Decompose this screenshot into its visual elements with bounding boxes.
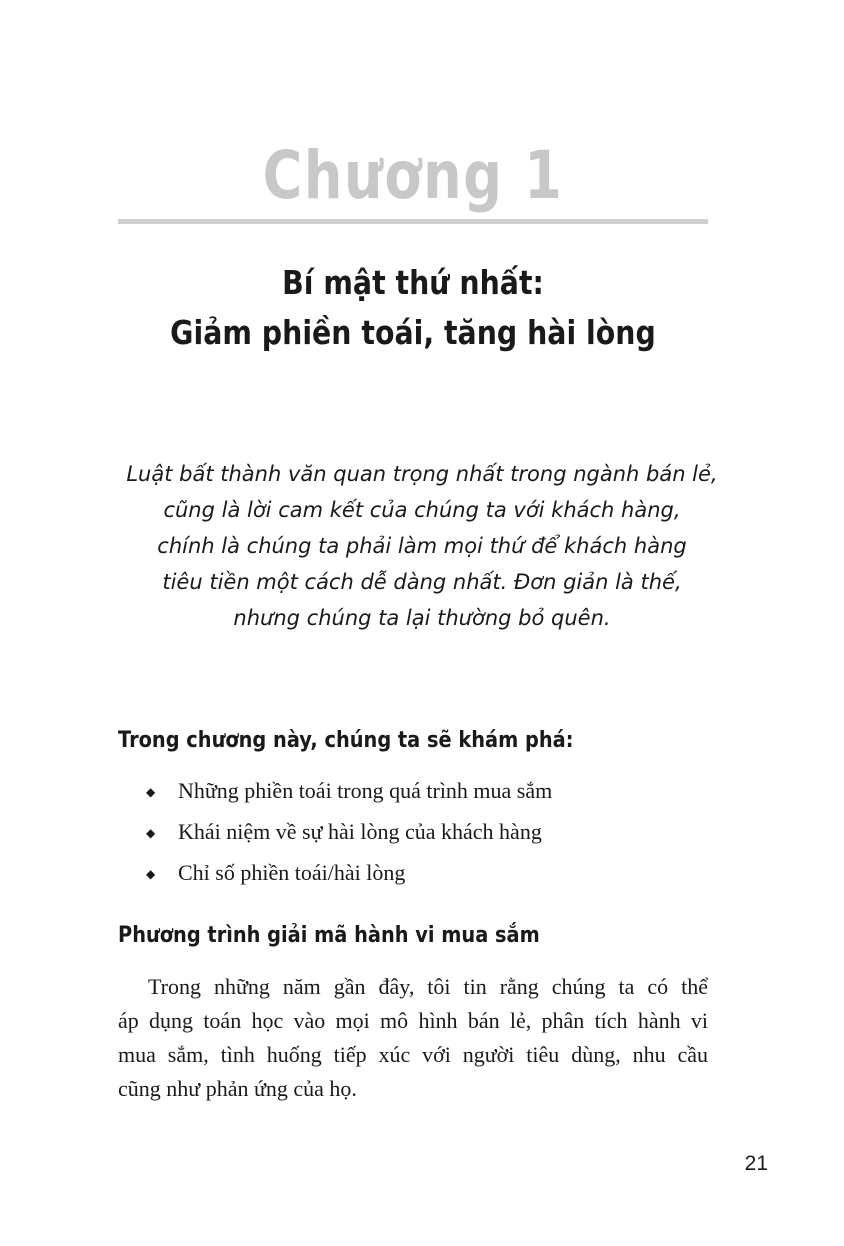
chapter-divider bbox=[118, 219, 708, 224]
diamond-bullet-icon: ◆ bbox=[146, 826, 156, 840]
list-item-text: Chỉ số phiền toái/hài lòng bbox=[178, 860, 406, 885]
epigraph-line: Luật bất thành văn quan trọng nhất trong ngành bán lẻ, bbox=[126, 462, 718, 486]
epigraph-line: cũng là lời cam kết của chúng ta với khách hàng, bbox=[163, 498, 681, 522]
chapter-label: Chương 1 bbox=[262, 137, 564, 214]
list-item-text: Khái niệm về sự hài lòng của khách hàng bbox=[178, 819, 542, 844]
diamond-bullet-icon: ◆ bbox=[146, 785, 156, 799]
epigraph-line: nhưng chúng ta lại thường bỏ quên. bbox=[233, 606, 611, 630]
chapter-title-line: Bí mật thứ nhất: bbox=[282, 263, 544, 302]
epigraph bbox=[90, 456, 754, 636]
page-number: 21 bbox=[744, 1152, 768, 1175]
paragraph-line: mua sắm, tình huống tiếp xúc với người tiêu dùng, nhu cầu bbox=[118, 1042, 708, 1067]
diamond-bullet-icon: ◆ bbox=[146, 867, 156, 881]
list-item-text: Những phiền toái trong quá trình mua sắm bbox=[178, 778, 553, 803]
chapter-title-line: Giảm phiền toái, tăng hài lòng bbox=[170, 313, 656, 352]
paragraph-line: Trong những năm gần đây, tôi tin rằng chúng ta có thể bbox=[148, 974, 708, 999]
body-paragraph bbox=[118, 970, 708, 1106]
list-item bbox=[146, 772, 552, 813]
list-item bbox=[146, 854, 552, 895]
equation-section-heading: Phương trình giải mã hành vi mua sắm bbox=[118, 923, 540, 948]
list-item bbox=[146, 813, 552, 854]
intro-section-heading: Trong chương này, chúng ta sẽ khám phá: bbox=[118, 728, 574, 753]
paragraph-line: áp dụng toán học vào mọi mô hình bán lẻ, phân tích hành vi bbox=[118, 1008, 708, 1033]
epigraph-line: tiêu tiền một cách dễ dàng nhất. Đơn giản là thế, bbox=[162, 570, 682, 594]
topic-list bbox=[146, 772, 552, 895]
paragraph-line: cũng như phản ứng của họ. bbox=[118, 1076, 357, 1101]
epigraph-line: chính là chúng ta phải làm mọi thứ để khách hàng bbox=[157, 534, 687, 558]
chapter-title bbox=[159, 258, 666, 358]
